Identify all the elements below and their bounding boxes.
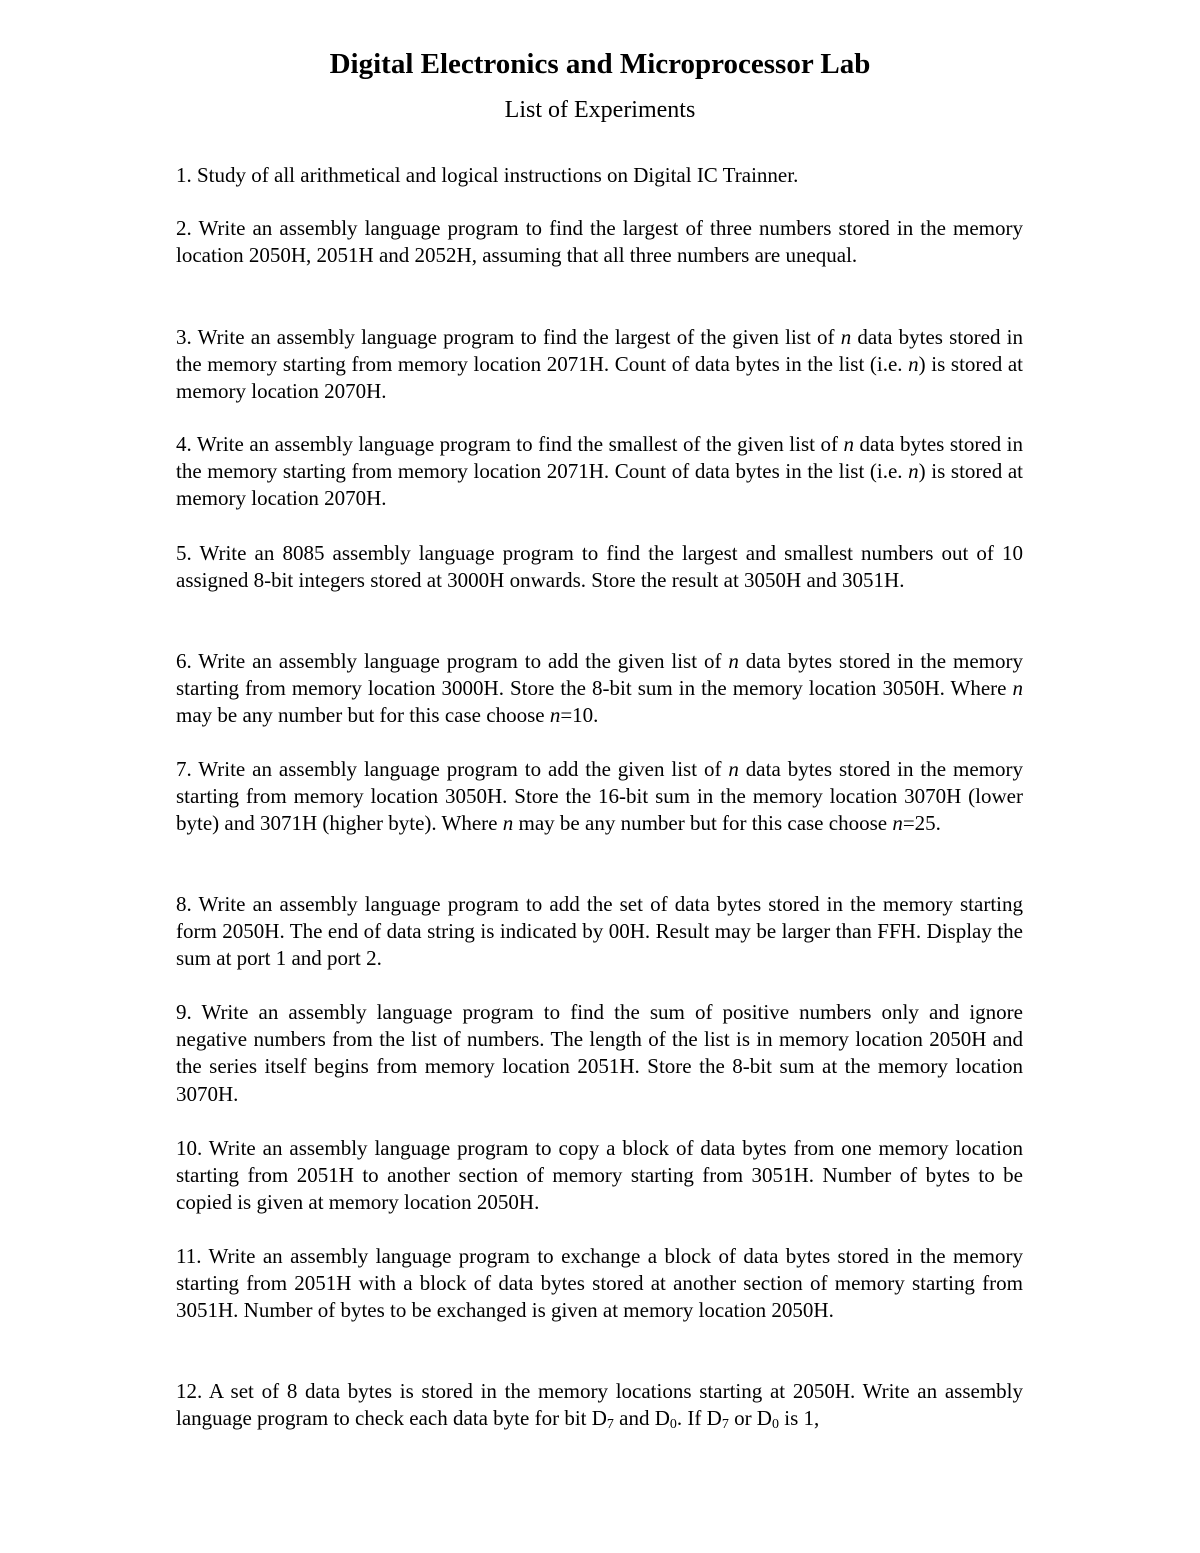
variable-n: n <box>908 352 919 377</box>
experiment-8: 8. Write an assembly language program to add the set of data bytes stored in the memory starting form 2050H. The end of data string is indicated by 00H. Result may be larger than FFH. Display the sum at port 1 and port 2. <box>176 892 1023 971</box>
experiment-4-text-a: 4. Write an assembly language program to find the smallest of the given list of <box>176 432 844 456</box>
experiment-12-text-b: and D <box>613 1406 670 1431</box>
experiment-6-text-d: =10. <box>560 703 599 728</box>
subscript-0: 0 <box>669 1417 677 1433</box>
variable-n: n <box>502 811 514 836</box>
variable-n: n <box>728 649 739 673</box>
subscript-0: 0 <box>771 1417 779 1433</box>
experiment-6-text-c: may be any number but for this case choose <box>176 703 550 728</box>
experiment-7-text-d: =25. <box>902 811 941 836</box>
experiment-1: 1. Study of all arithmetical and logical instructions on Digital IC Trainner. <box>176 163 799 187</box>
experiment-12-text-e: is 1, <box>778 1406 820 1431</box>
experiment-11: 11. Write an assembly language program to exchange a block of data bytes stored in the memory starting from 2051H with a block of data bytes stored at another section of memory starting from 3051H. Number of bytes to be exchanged is given at memory location 2050H. <box>176 1244 1023 1323</box>
experiment-3-text-b: data bytes stored in the memory starting from memory location 2071H. Count of data bytes in the list (i.e. <box>176 325 1023 377</box>
experiment-12-text-d: or D <box>728 1406 772 1431</box>
experiment-4-text-b: data bytes stored in the memory starting from memory location 2071H. Count of data bytes in the list (i.e. <box>176 432 1023 484</box>
page-subtitle: List of Experiments <box>504 97 696 123</box>
experiment-12-text-c: . If D <box>676 1406 722 1431</box>
experiment-9: 9. Write an assembly language program to find the sum of positive numbers only and ignore negative numbers from the list of numbers. The length of the list is in memory location 2050H and the series itself begins from memory location 2051H. Store the 8-bit sum at the memory location 3070H. <box>176 1000 1023 1106</box>
variable-n: n <box>908 459 919 484</box>
experiment-6 <box>176 648 1023 730</box>
experiment-3-text-c: ) is stored at memory location 2070H. <box>176 352 1023 404</box>
experiment-2: 2. Write an assembly language program to find the largest of three numbers stored in the memory location 2050H, 2051H and 2052H, assuming that all three numbers are unequal. <box>176 216 1023 268</box>
variable-n: n <box>1012 676 1023 701</box>
experiment-12 <box>176 1378 1023 1432</box>
experiment-7-text-a: 7. Write an assembly language program to add the given list of <box>176 757 729 781</box>
variable-n: n <box>840 325 852 349</box>
variable-n: n <box>892 811 903 836</box>
experiment-4-text-c: ) is stored at memory location 2070H. <box>176 459 1023 511</box>
experiment-10: 10. Write an assembly language program to copy a block of data bytes from one memory location starting from 2051H to another section of memory starting from 3051H. Number of bytes to be copied is given at memory location 2050H. <box>176 1136 1023 1215</box>
experiment-12-text-a: 12. A set of 8 data bytes is stored in the memory locations starting at 2050H. Write an assembly language program to check each data byte for bit D <box>176 1379 1023 1431</box>
experiment-6-text-a: 6. Write an assembly language program to add the given list of <box>176 649 729 673</box>
variable-n: n <box>549 703 561 728</box>
experiment-3 <box>176 324 1023 406</box>
experiment-6-text-b: data bytes stored in the memory starting from memory location 3000H. Store the 8-bit sum in the memory location 3050H. Where <box>176 649 1023 701</box>
variable-n: n <box>843 432 854 456</box>
page-title: Digital Electronics and Microprocessor Lab <box>329 48 871 80</box>
experiment-5: 5. Write an 8085 assembly language program to find the largest and smallest numbers out of 10 assigned 8-bit integers stored at 3000H onwards. Store the result at 3050H and 3051H. <box>176 541 1023 593</box>
experiment-4 <box>176 431 1023 513</box>
experiment-7 <box>176 756 1023 838</box>
experiment-7-text-b: data bytes stored in the memory starting from memory location 3050H. Store the 16-bit sum in the memory location 3070H (lower byte) and 3071H (higher byte). Where <box>176 757 1023 836</box>
experiment-7-text-c: may be any number but for this case choose <box>513 811 893 836</box>
variable-n: n <box>728 757 739 781</box>
subscript-7: 7 <box>721 1417 729 1433</box>
experiment-3-text-a: 3. Write an assembly language program to find the largest of the given list of <box>176 325 841 349</box>
subscript-7: 7 <box>606 1417 614 1433</box>
